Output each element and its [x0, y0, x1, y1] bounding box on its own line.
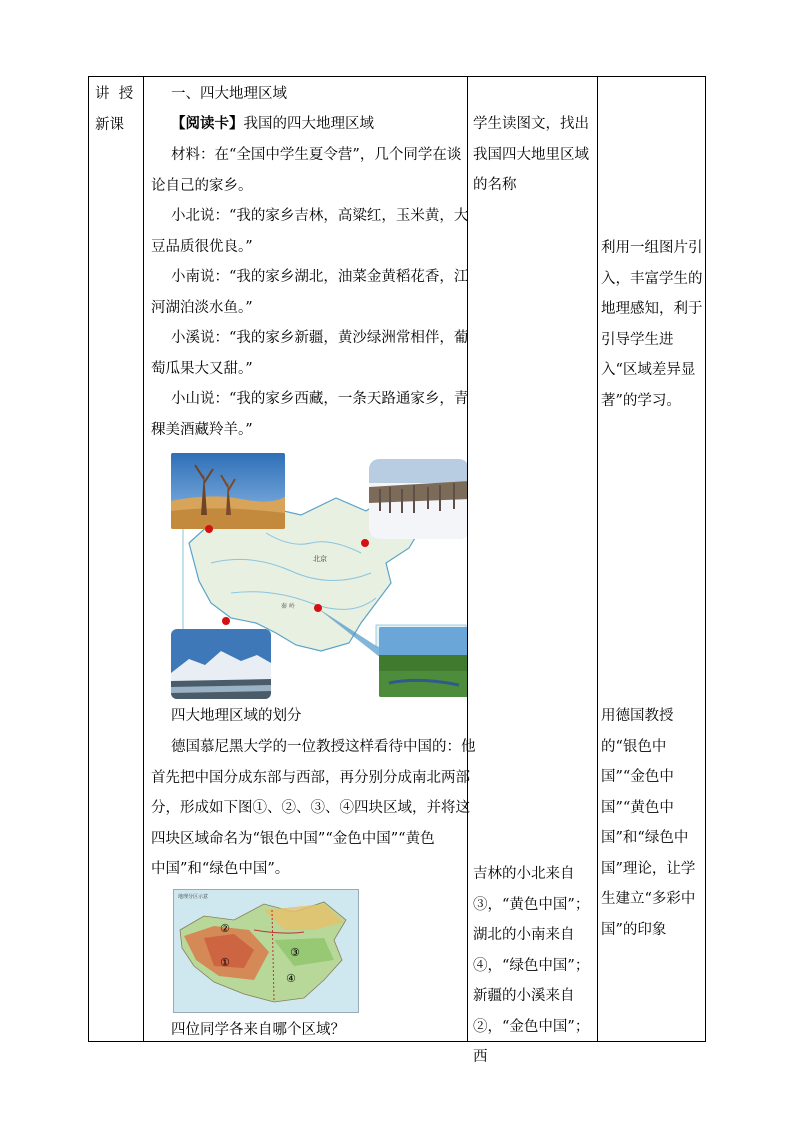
xinjiang-pin	[205, 525, 213, 533]
tibet-pin	[222, 617, 230, 625]
material-line: 小南说：“我的家乡湖北，油菜金黄稻花香，江	[171, 269, 469, 285]
material-line: 豆品质很优良。”	[151, 238, 253, 255]
material-line: 稞美酒藏羚羊。”	[151, 421, 253, 438]
snow-forest-photo	[369, 459, 467, 539]
column-divider-3	[597, 77, 598, 1041]
division-line: 德国慕尼黑大学的一位教授这样看待中国的：他	[171, 739, 476, 755]
design-intent-2: 用德国教授的“银色中国”“金色中国”“黄色中国”和“绿色中国”理论，让学生建立“多彩中国”的印象	[601, 708, 696, 938]
regions-map	[173, 889, 359, 1013]
material-line: 小山说：“我的家乡西藏，一条天路通家乡，青	[171, 391, 469, 407]
column-divider-1	[143, 77, 144, 1041]
small-map-title: 地理分区示意	[178, 894, 209, 900]
material-line: 论自己的家乡。	[151, 177, 253, 194]
stage-label	[95, 79, 143, 140]
division-line: 四块区域命名为“银色中国”“金色中国”“黄色	[151, 830, 435, 847]
stage-label-line2: 新课	[95, 116, 124, 133]
qinling-label: 秦 岭	[281, 603, 295, 610]
desert-photo	[171, 453, 285, 529]
beijing-label: 北京	[313, 555, 327, 563]
material-line: 小北说：“我的家乡吉林，高粱红，玉米黄，大	[171, 208, 469, 224]
region-marker: ④	[286, 972, 296, 985]
student-activity: 学生读图文，找出我国四大地里区域的名称	[473, 116, 589, 193]
division-line: 中国”和“绿色中国”。	[151, 861, 290, 877]
section-heading: 一、四大地理区域	[171, 86, 287, 102]
division-text	[151, 732, 476, 885]
hubei-pin	[314, 604, 322, 612]
lesson-table	[88, 76, 706, 1065]
division-title: 四大地理区域的划分	[171, 708, 302, 724]
material-line: 材料：在“全国中学生夏令营”，几个同学在谈	[171, 147, 462, 163]
reading-card-tag: 【阅读卡】	[171, 115, 244, 132]
stage-label-line1: 讲 授	[95, 86, 134, 102]
region-marker: ③	[290, 946, 300, 959]
material-line: 萄瓜果大又甜。”	[151, 360, 253, 377]
question-text: 四位同学各来自哪个区域？	[171, 1022, 345, 1038]
division-line: 分，形成如下图①、②、③、④四块区域，并将这	[151, 800, 470, 816]
material-line: 小溪说：“我的家乡新疆，黄沙绿洲常相伴，葡	[171, 330, 469, 346]
reading-card-heading	[171, 109, 374, 140]
china-map-figure	[171, 453, 467, 699]
region-marker: ②	[220, 922, 230, 935]
snow-mountain-photo	[171, 629, 271, 699]
division-line: 首先把中国分成东部与西部，再分别分成南北两部	[151, 769, 470, 786]
material-line: 河湖泊淡水鱼。”	[151, 299, 253, 316]
student-answer: 吉林的小北来自③，“黄色中国”；湖北的小南来自④，“绿色中国”；新疆的小溪来自②，“金色中国”；西	[473, 866, 590, 1065]
region-marker: ①	[220, 956, 230, 969]
wetland-photo	[379, 627, 467, 697]
design-intent-1: 利用一组图片引入，丰富学生的地理感知，利于引导学生进入“区域差异显著”的学习。	[601, 240, 703, 409]
jilin-pin	[361, 539, 369, 547]
reading-card-title: 我国的四大地理区域	[243, 116, 374, 132]
reading-material	[151, 140, 468, 445]
